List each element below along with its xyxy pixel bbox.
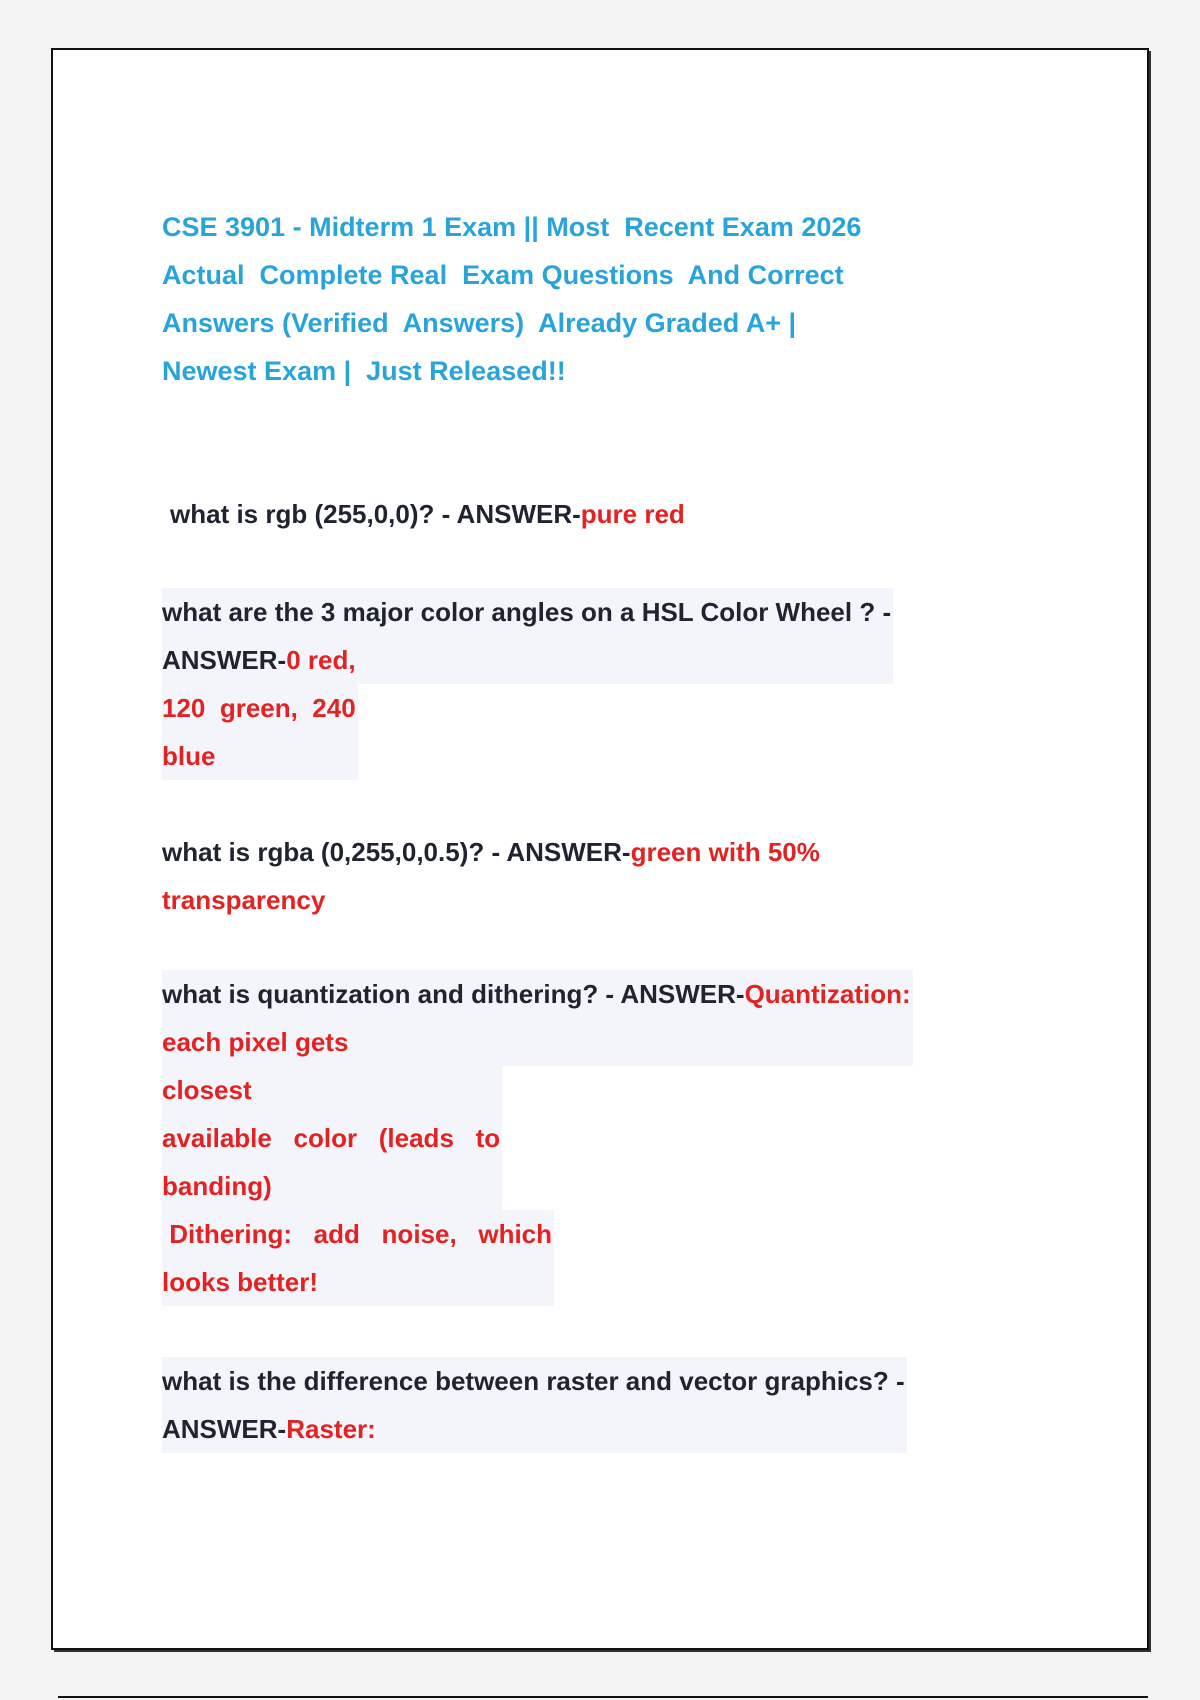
qa-2-answer-line-2: 120 green, 240	[162, 693, 356, 723]
qa-4-answer-line-1: Quantization:	[744, 979, 911, 1009]
qa-1-question: what is rgb (255,0,0)? - ANSWER-	[170, 499, 581, 529]
qa-4-highlight-top	[162, 970, 913, 1066]
title-line-3: Answers (Verified Answers) Already Graded A+ |	[162, 308, 797, 338]
qa-item-3	[162, 828, 820, 924]
qa-2-question-line-1: what are the 3 major color angles on a HSL Color Wheel ? -	[162, 597, 892, 627]
qa-5-highlight	[162, 1357, 907, 1453]
qa-3-line-1	[162, 828, 820, 876]
qa-item-4	[162, 970, 913, 1306]
qa-4-highlight-bottom	[162, 1210, 554, 1306]
qa-3-answer-line-2: transparency	[162, 885, 326, 915]
qa-4-answer-line-7: looks better!	[162, 1267, 319, 1297]
qa-1-answer: pure red	[580, 499, 685, 529]
qa-5-question-line-2	[162, 1405, 905, 1453]
qa-item-2	[162, 588, 893, 780]
next-page-edge	[58, 1696, 1148, 1698]
qa-3-answer-line-1: green with 50%	[630, 837, 820, 867]
qa-item-5	[162, 1357, 907, 1453]
qa-5-answer: Raster:	[286, 1414, 376, 1444]
qa-5-question-line-1: what is the difference between raster and vector graphics? -	[162, 1366, 905, 1396]
qa-3-question: what is rgba (0,255,0,0.5)? - ANSWER-	[162, 837, 631, 867]
qa-4-answer-line-6: Dithering: add noise, which	[162, 1219, 553, 1249]
title-line-2: Actual Complete Real Exam Questions And Correct	[162, 260, 844, 290]
qa-4-highlight-middle	[162, 1066, 502, 1210]
qa-2-answer-line-3: blue	[162, 741, 216, 771]
qa-4-answer-line-5: banding)	[162, 1171, 272, 1201]
document-title	[162, 203, 942, 395]
qa-4-answer-line-3: closest	[162, 1075, 252, 1105]
qa-5-question-label: ANSWER-	[162, 1414, 287, 1444]
qa-4-question: what is quantization and dithering? - ANSWER-	[162, 979, 745, 1009]
qa-2-highlight-bottom	[162, 684, 358, 780]
qa-4-answer-line-4: available color (leads to	[162, 1123, 501, 1153]
qa-item-1	[170, 490, 685, 538]
qa-2-question-label: ANSWER-	[162, 645, 287, 675]
qa-2-highlight-top	[162, 588, 893, 684]
qa-4-answer-line-2: each pixel gets	[162, 1027, 349, 1057]
qa-2-answer-line-1: 0 red,	[286, 645, 356, 675]
qa-2-question-line-2	[162, 636, 891, 684]
qa-4-line-1	[162, 970, 911, 1018]
title-line-1: CSE 3901 - Midterm 1 Exam || Most Recent Exam 2026	[162, 212, 862, 242]
title-line-4: Newest Exam | Just Released!!	[162, 356, 566, 386]
qa-1-line	[170, 490, 685, 538]
